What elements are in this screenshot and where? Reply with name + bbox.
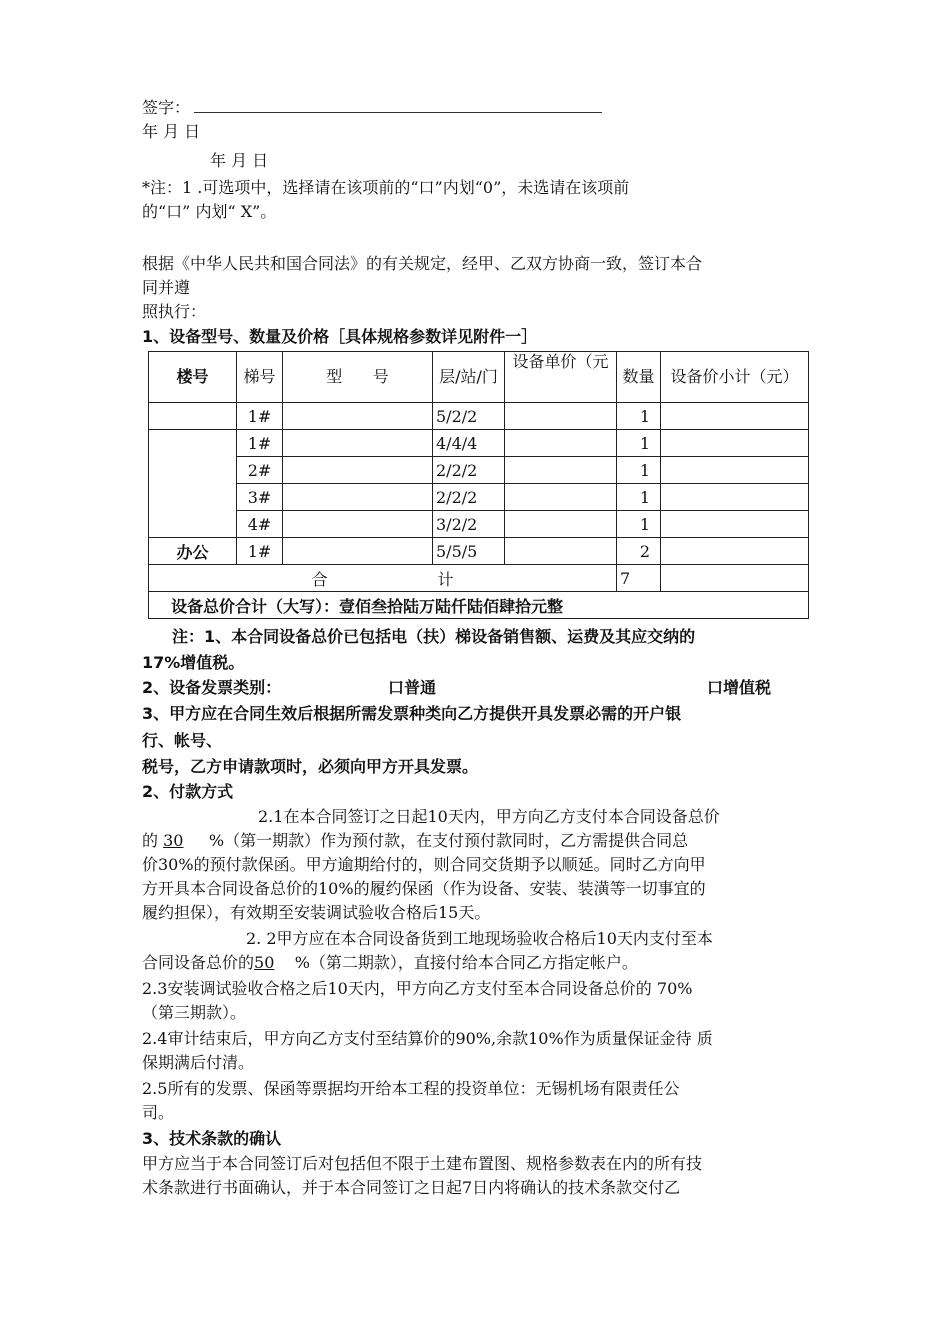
cell-floors: 2/2/2 [433, 457, 505, 484]
cell-unit-price [505, 484, 617, 511]
header-unit-price: 设备单价（元 [505, 352, 617, 403]
payment-2-1-line-2 [142, 830, 688, 852]
date-line-2: 年 月 日 [210, 151, 269, 170]
table-row [149, 403, 809, 430]
cell-elevator: 1# [237, 403, 283, 430]
invoice-option-vat: 口增值税 [707, 678, 772, 697]
signature-line [142, 97, 602, 119]
intro-line-1: 根据《中华人民共和国合同法》的有关规定，经甲、乙双方协商一致，签订本合 [142, 254, 703, 273]
payment-2-2-post: %（第二期款），直接付给本合同乙方指定帐户。 [274, 953, 638, 972]
cell-elevator: 1# [237, 538, 283, 565]
tech-terms-line-1: 甲方应当于本合同签订后对包括但不限于土建布置图、规格参数表在内的所有技 [142, 1154, 703, 1173]
table-grand-total-row [149, 592, 809, 619]
header-subtotal: 设备价小计（元） [661, 352, 809, 403]
header-building: 楼号 [149, 352, 237, 403]
payment-2-4-line-1: 2.4审计结束后，甲方向乙方支付至结算价的90%,余款10%作为质量保证金待 质 [142, 1029, 713, 1048]
cell-model [283, 457, 433, 484]
payment-2-1-post: %（第一期款）作为预付款，在支付预付款同时，乙方需提供合同总 [183, 831, 689, 850]
section3a-line-1: 3、甲方应在合同生效后根据所需发票种类向乙方提供开具发票必需的开户银 [142, 704, 682, 723]
cell-subtotal [661, 484, 809, 511]
cell-unit-price [505, 430, 617, 457]
cell-subtotal [661, 538, 809, 565]
section1-title: 1、设备型号、数量及价格［具体规格参数详见附件一］ [142, 327, 538, 346]
cell-building [149, 430, 237, 538]
cell-quantity: 1 [617, 457, 661, 484]
payment-2-4-line-2: 保期满后付清。 [142, 1053, 255, 1072]
cell-model [283, 538, 433, 565]
total-quantity: 7 [617, 565, 661, 592]
payment-2-1-pre: 的 [142, 831, 164, 850]
date-line-1: 年 月 日 [142, 122, 201, 141]
option-note-line-1: *注：1 .可选项中，选择请在该项前的“口”内划“0”，未选请在该项前 [142, 178, 630, 197]
cell-quantity: 1 [617, 430, 661, 457]
payment-2-1-line-1: 2.1在本合同签订之日起10天内，甲方向乙方支付本合同设备总价 [258, 807, 720, 826]
cell-floors: 3/2/2 [433, 511, 505, 538]
payment-2-1-line-5: 履约担保），有效期至安装调试验收合格后15天。 [142, 903, 491, 922]
grand-total: 设备总价合计（大写）：壹佰叁拾陆万陆仟陆佰肆拾元整 [149, 592, 809, 619]
payment-2-2-percent: 50 [254, 953, 275, 972]
table-total-row [149, 565, 809, 592]
table-row [149, 484, 809, 511]
header-floors: 层/站/门 [433, 352, 505, 403]
payment-2-5-line-1: 2.5所有的发票、保函等票据均开给本工程的投资单位：无锡机场有限责任公 [142, 1079, 680, 1098]
tax-note-line-2: 17%增值税。 [142, 653, 245, 672]
intro-line-2: 同并遵 [142, 278, 191, 297]
payment-2-1-percent: 30 [163, 831, 184, 850]
payment-2-3-line-2: （第三期款）。 [142, 1003, 247, 1022]
equipment-table [148, 351, 809, 619]
payment-2-5-line-2: 司。 [142, 1103, 175, 1122]
cell-model [283, 511, 433, 538]
total-subtotal [661, 565, 809, 592]
cell-subtotal [661, 511, 809, 538]
total-label-cell [149, 565, 617, 592]
table-row [149, 430, 809, 457]
cell-quantity: 1 [617, 403, 661, 430]
payment-2-2-line-1: 2. 2甲方应在本合同设备货到工地现场验收合格后10天内支付至本 [246, 929, 713, 948]
cell-floors: 4/4/4 [433, 430, 505, 457]
cell-elevator: 2# [237, 457, 283, 484]
table-header-row [149, 352, 809, 403]
tech-terms-line-2: 术条款进行书面确认，并于本合同签订之日起7日内将确认的技术条款交付乙 [142, 1178, 681, 1197]
cell-elevator: 1# [237, 430, 283, 457]
cell-subtotal [661, 403, 809, 430]
cell-quantity: 1 [617, 484, 661, 511]
cell-floors: 5/2/2 [433, 403, 505, 430]
total-label-left: 合 [311, 569, 328, 589]
cell-building: 办公 [149, 538, 237, 565]
cell-subtotal [661, 430, 809, 457]
cell-unit-price [505, 511, 617, 538]
payment-2-1-line-3: 价30%的预付款保函。甲方逾期给付的，则合同交货期予以顺延。同时乙方向甲 [142, 855, 706, 874]
payment-2-3-line-1: 2.3安装调试验收合格之后10天内，甲方向乙方支付至本合同设备总价的 70% [142, 979, 693, 998]
signature-label: 签字： [142, 98, 191, 117]
invoice-type-label: 2、设备发票类别： [142, 678, 282, 697]
cell-elevator: 4# [237, 511, 283, 538]
cell-building [149, 403, 237, 430]
tech-terms-title: 3、技术条款的确认 [142, 1129, 282, 1148]
payment-2-2-line-2 [142, 952, 638, 974]
payment-2-1-line-4: 方开具本合同设备总价的10%的履约保函（作为设备、安装、装潢等一切事宜的 [142, 879, 706, 898]
cell-unit-price [505, 403, 617, 430]
payment-2-2-pre: 合同设备总价的 [142, 953, 255, 972]
cell-quantity: 1 [617, 511, 661, 538]
cell-floors: 5/5/5 [433, 538, 505, 565]
cell-elevator: 3# [237, 484, 283, 511]
payment-title: 2、付款方式 [142, 782, 234, 801]
table-row [149, 457, 809, 484]
table-row [149, 538, 809, 565]
cell-unit-price [505, 457, 617, 484]
header-elevator: 梯号 [237, 352, 283, 403]
signature-blank [194, 98, 602, 113]
cell-floors: 2/2/2 [433, 484, 505, 511]
cell-unit-price [505, 538, 617, 565]
intro-line-3: 照执行： [142, 302, 207, 321]
table-row [149, 511, 809, 538]
invoice-option-normal: 口普通 [388, 678, 437, 697]
tax-note-line-1: 注：1、本合同设备总价已包括电（扶）梯设备销售额、运费及其应交纳的 [172, 627, 696, 646]
header-quantity: 数量 [617, 352, 661, 403]
cell-model [283, 403, 433, 430]
section3a-line-2: 行、帐号、 [142, 731, 223, 750]
total-label-right: 计 [437, 569, 454, 589]
cell-model [283, 484, 433, 511]
option-note-line-2: 的“口” 内划“ X”。 [142, 202, 277, 221]
section3a-line-3: 税号，乙方申请款项时，必须向甲方开具发票。 [142, 757, 479, 776]
cell-quantity: 2 [617, 538, 661, 565]
cell-model [283, 430, 433, 457]
cell-subtotal [661, 457, 809, 484]
header-model: 型 号 [283, 352, 433, 403]
